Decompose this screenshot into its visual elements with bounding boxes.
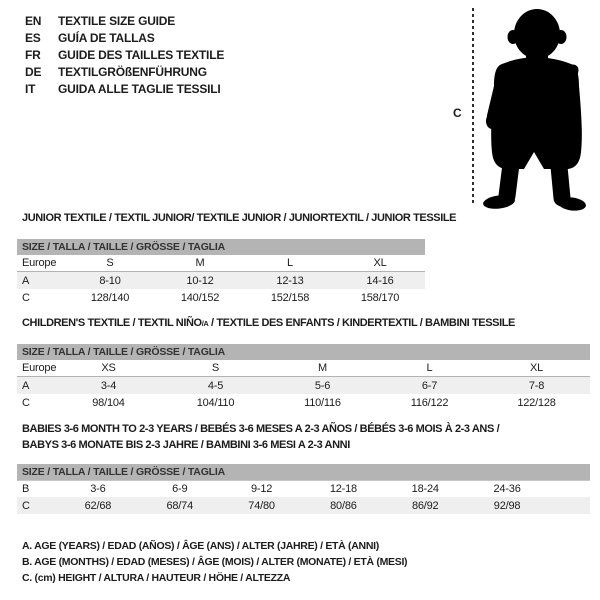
row-label: C xyxy=(22,499,30,512)
section-title-line1: BABIES 3-6 MONTH TO 2-3 YEARS / BEBÉS 3-6 MESES A 2-3 AÑOS / BÉBÉS 3-6 MOIS À 2-3 ANS / xyxy=(22,423,500,435)
table-cell: 80/86 xyxy=(330,499,357,512)
row-label: C xyxy=(22,291,30,304)
table-cell: S xyxy=(106,257,114,269)
language-code: EN xyxy=(25,14,42,28)
table-cell: L xyxy=(287,257,293,269)
table-cell: M xyxy=(318,362,327,374)
row-label: C xyxy=(22,396,30,409)
table-cell: 8-10 xyxy=(99,274,121,287)
section-title-subscript: /A xyxy=(201,319,209,328)
table-cell: 98/104 xyxy=(92,396,125,409)
section-title-part: / TEXTILE DES ENFANTS / KINDERTEXTIL / BAMBINI TESSILE xyxy=(208,317,515,329)
table-row xyxy=(17,480,590,497)
table-cell: 62/68 xyxy=(84,499,112,512)
table-cell: 116/122 xyxy=(410,396,449,409)
table-cell: 140/152 xyxy=(180,291,220,304)
table-cell: XL xyxy=(373,257,387,269)
section-title xyxy=(17,317,590,330)
table-cell: 152/158 xyxy=(270,291,310,304)
language-title: GUIDE DES TAILLES TEXTILE xyxy=(58,48,225,62)
table-cell: 6-9 xyxy=(172,483,188,495)
row-label: Europe xyxy=(22,362,57,374)
table-cell: 86/92 xyxy=(411,499,439,512)
section-title: JUNIOR TEXTILE / TEXTIL JUNIOR/ TEXTILE JUNIOR / JUNIORTEXTIL / JUNIOR TESSILE xyxy=(22,212,457,224)
table-cell: 9-12 xyxy=(250,483,273,495)
table-cell: 3-6 xyxy=(90,483,106,495)
table-row xyxy=(17,377,590,394)
height-measure-dashed-line xyxy=(472,8,474,205)
footnotes xyxy=(22,538,407,586)
table-cell: 6-7 xyxy=(421,379,438,392)
language-code: IT xyxy=(25,82,36,96)
size-table xyxy=(17,255,425,306)
row-label: A xyxy=(22,379,30,392)
table-cell: 12-18 xyxy=(329,483,357,495)
language-title: TEXTILGRÖßENFÜHRUNG xyxy=(58,65,207,79)
row-label: B xyxy=(22,483,30,495)
language-code: ES xyxy=(25,31,41,45)
language-title: GUÍA DE TALLAS xyxy=(58,31,155,45)
size-header-bar: SIZE / TALLA / TAILLE / GRÖSSE / TAGLIA xyxy=(17,464,590,480)
table-cell: XL xyxy=(529,362,544,374)
table-cell: 5-6 xyxy=(314,379,331,392)
language-row xyxy=(25,64,224,81)
table-row xyxy=(17,289,425,306)
size-table xyxy=(17,480,590,514)
table-cell: 122/128 xyxy=(517,396,556,409)
language-row xyxy=(25,13,224,30)
section-title-line2: BABYS 3-6 MONATE BIS 2-3 JAHRE / BAMBINI 3-6 MESI A 2-3 ANNI xyxy=(22,439,350,451)
language-code: FR xyxy=(25,48,41,62)
table-cell: L xyxy=(426,362,433,374)
table-cell: 10-12 xyxy=(186,274,214,287)
table-cell: 7-8 xyxy=(528,379,545,392)
table-cell: S xyxy=(211,362,220,374)
section-title-part: CHILDREN'S TEXTILE / TEXTIL NIÑO xyxy=(22,317,202,329)
table-cell: 18-24 xyxy=(411,483,439,495)
footnote-b: B. AGE (MONTHS) / EDAD (MESES) / ÂGE (MOIS) / ALTER (MONATE) / ETÀ (MESI) xyxy=(22,556,408,568)
footnote-a: A. AGE (YEARS) / EDAD (AÑOS) / ÂGE (ANS) / ALTER (JAHRE) / ETÀ (ANNI) xyxy=(22,540,379,552)
table-row xyxy=(17,272,425,289)
table-cell: M xyxy=(195,257,205,269)
table-row xyxy=(17,360,590,377)
table-cell: 3-4 xyxy=(100,379,117,392)
table-cell: 92/98 xyxy=(493,499,521,512)
table-row xyxy=(17,255,425,272)
table-row xyxy=(17,394,590,411)
babies-textile-section xyxy=(17,421,590,514)
table-cell: 74/80 xyxy=(248,499,275,512)
language-code: DE xyxy=(25,65,42,79)
table-cell: 14-16 xyxy=(366,274,394,287)
table-cell: 104/110 xyxy=(196,396,235,409)
table-cell: 68/74 xyxy=(166,499,193,512)
table-cell: 128/140 xyxy=(90,291,130,304)
table-row xyxy=(17,497,590,514)
table-cell: 110/116 xyxy=(304,396,341,409)
table-cell: 158/170 xyxy=(360,291,400,304)
language-title: GUIDA ALLE TAGLIE TESSILI xyxy=(58,82,221,96)
size-table xyxy=(17,360,590,411)
table-cell: 24-36 xyxy=(493,483,521,495)
junior-textile-section xyxy=(17,212,457,306)
size-header-bar: SIZE / TALLA / TAILLE / GRÖSSE / TAGLIA xyxy=(17,239,425,255)
row-label: A xyxy=(22,274,30,287)
language-row xyxy=(25,81,224,98)
table-cell: 4-5 xyxy=(207,379,224,392)
language-title: TEXTILE SIZE GUIDE xyxy=(58,14,176,28)
size-header-bar: SIZE / TALLA / TAILLE / GRÖSSE / TAGLIA xyxy=(17,344,590,360)
row-label: Europe xyxy=(22,257,57,269)
height-measure-label: C xyxy=(453,106,462,120)
table-cell: XS xyxy=(101,362,116,374)
childrens-textile-section xyxy=(17,317,590,411)
baby-silhouette-icon xyxy=(476,4,596,212)
language-row xyxy=(25,47,224,64)
language-row xyxy=(25,30,224,47)
language-title-list xyxy=(25,13,224,98)
table-cell: 12-13 xyxy=(276,274,304,287)
footnote-c: C. (cm) HEIGHT / ALTURA / HAUTEUR / HÖHE / ALTEZZA xyxy=(22,572,291,584)
